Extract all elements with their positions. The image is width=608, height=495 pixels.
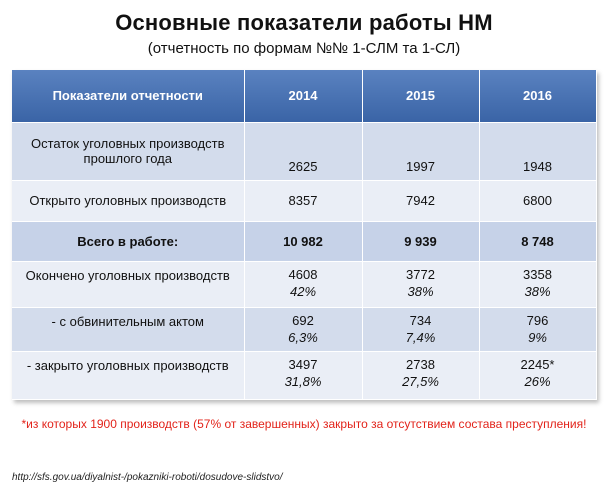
cell-percent: 7,4% <box>405 329 436 345</box>
cell-2016: 6800 <box>479 180 596 221</box>
table-row <box>12 180 596 221</box>
cell-2016 <box>479 261 596 307</box>
page-title: Основные показатели работы НМ <box>115 10 493 35</box>
table-header-row <box>12 70 596 122</box>
row-label: Окончено уголовных производств <box>12 261 244 307</box>
cell-percent: 38% <box>407 283 434 299</box>
header-2014: 2014 <box>244 70 362 122</box>
row-label: - с обвинительным актом <box>12 307 244 351</box>
cell-2015 <box>362 261 479 307</box>
cell-2015: 1997 <box>362 122 479 180</box>
cell-value: 4608 <box>288 266 318 282</box>
header-2015: 2015 <box>362 70 479 122</box>
cell-percent: 31,8% <box>284 373 322 389</box>
cell-2016: 1948 <box>479 122 596 180</box>
cell-value: 734 <box>409 312 432 328</box>
cell-2014 <box>244 261 362 307</box>
source-link[interactable]: http://sfs.gov.ua/diyalnist-/pokazniki-roboti/dosudove-slidstvo/ <box>12 472 283 483</box>
cell-value: 3772 <box>406 266 435 282</box>
cell-2015 <box>362 351 479 399</box>
row-label: Всего в работе: <box>12 221 244 261</box>
cell-percent: 42% <box>289 283 317 299</box>
cell-percent: 6,3% <box>288 329 318 345</box>
cell-2014 <box>244 307 362 351</box>
header-2016: 2016 <box>479 70 596 122</box>
table-row <box>12 261 596 307</box>
table-row <box>12 307 596 351</box>
table-row <box>12 122 596 180</box>
cell-2016 <box>479 307 596 351</box>
cell-value: 692 <box>292 312 314 328</box>
cell-2015: 7942 <box>362 180 479 221</box>
cell-2014 <box>244 351 362 399</box>
cell-percent: 26% <box>524 373 551 389</box>
row-label: - закрыто уголовных производств <box>12 351 244 399</box>
cell-value: 3358 <box>523 266 552 282</box>
row-label: Остаток уголовных производств прошлого года <box>12 122 244 180</box>
indicators-table <box>12 70 597 400</box>
cell-percent: 38% <box>524 283 551 299</box>
page-subtitle: (отчетность по формам №№ 1-СЛМ та 1-СЛ) <box>147 40 461 57</box>
header-indicator: Показатели отчетности <box>12 70 244 122</box>
cell-2014: 10 982 <box>244 221 362 261</box>
cell-percent: 9% <box>528 329 547 345</box>
cell-percent: 27,5% <box>402 373 439 389</box>
cell-2014: 8357 <box>244 180 362 221</box>
cell-value: 2245* <box>520 356 555 372</box>
cell-value: 3497 <box>288 356 318 372</box>
footnote: *из которых 1900 производств (57% от завершенных) закрыто за отсутствием состава преступления! <box>21 417 587 431</box>
cell-value: 796 <box>526 312 549 328</box>
cell-value: 2738 <box>406 356 435 372</box>
cell-2014: 2625 <box>244 122 362 180</box>
table-row-total <box>12 221 596 261</box>
cell-2016: 8 748 <box>479 221 596 261</box>
cell-2015 <box>362 307 479 351</box>
cell-2015: 9 939 <box>362 221 479 261</box>
cell-2016 <box>479 351 596 399</box>
row-label: Открыто уголовных производств <box>12 180 244 221</box>
table-row <box>12 351 596 399</box>
